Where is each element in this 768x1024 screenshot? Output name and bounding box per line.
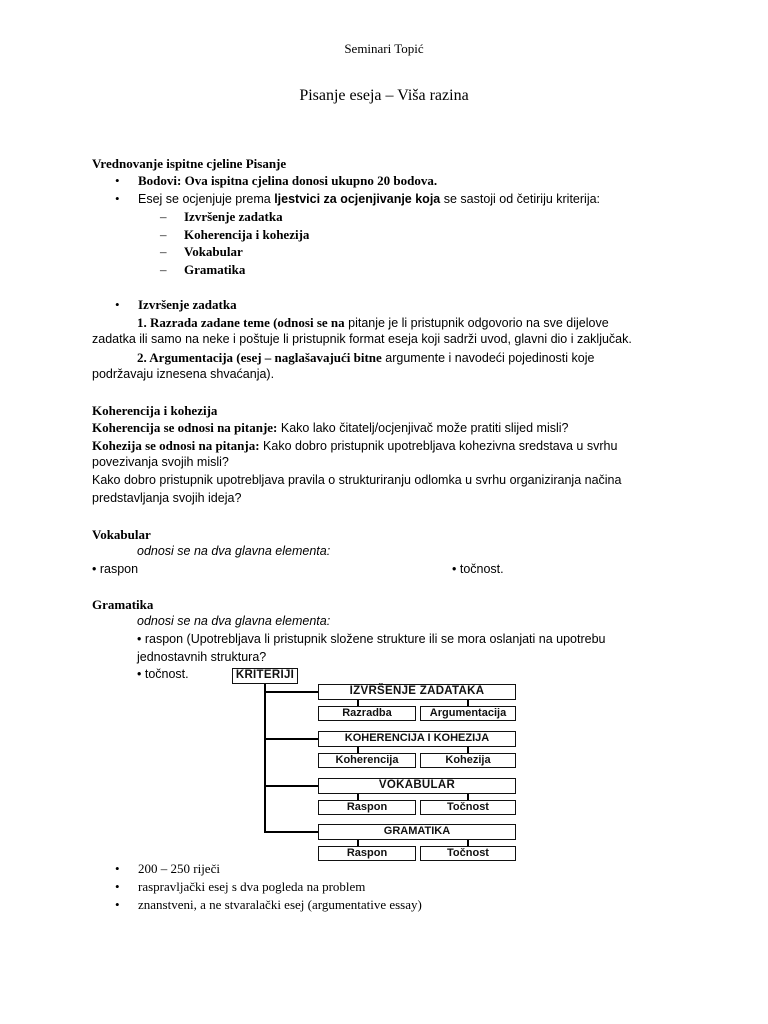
p2-line1 xyxy=(137,349,594,368)
koherencija-bold: Koherencija se odnosi na pitanje: xyxy=(92,420,278,435)
diagram-branch xyxy=(264,738,318,740)
diagram-child-box: Kohezija xyxy=(420,753,516,768)
section3-line3: Kako dobro pristupnik upotrebljava pravila o strukturiranju odlomka u svrhu organiziranja načina xyxy=(92,473,622,487)
bodovi-text: Bodovi: Ova ispitna cjelina donosi ukupno 20 bodova. xyxy=(138,173,438,188)
p2-rest: argumente i navodeći pojedinosti koje xyxy=(381,351,595,365)
p1-rest: pitanje je li pristupnik odgovorio na sve dijelove xyxy=(344,316,609,330)
bullet-mark: • xyxy=(115,861,120,876)
koherencija-rest: Kako lako čitatelj/ocjenjivač može pratiti slijed misli? xyxy=(277,421,569,435)
bullet-mark: • xyxy=(115,297,120,312)
p2-line2: podržavaju iznesena shvaćanja). xyxy=(92,367,275,381)
kohezija-line2: povezivanja svojih misli? xyxy=(92,455,229,469)
criteria-item: Gramatika xyxy=(184,262,246,277)
diagram-branch xyxy=(264,831,318,833)
diagram-group-box: GRAMATIKA xyxy=(318,824,516,840)
final-bullet-item: 200 – 250 riječi xyxy=(138,861,220,876)
page-title: Pisanje eseja – Viša razina xyxy=(299,87,469,104)
dash-mark: – xyxy=(160,209,167,224)
esej-line xyxy=(138,190,600,209)
kohezija-bold: Kohezija se odnosi na pitanja: xyxy=(92,438,260,453)
diagram-group-box: VOKABULAR xyxy=(318,778,516,794)
section4-italic: odnosi se na dva glavna elementa: xyxy=(137,544,331,558)
diagram-child-box: Raspon xyxy=(318,846,416,861)
final-bullet-item: znanstveni, a ne stvaralački esej (argumentative essay) xyxy=(138,897,422,912)
diagram-child-box: Razradba xyxy=(318,706,416,721)
p1-line2: zadatka ili samo na neke i poštuje li pristupnik format eseja koji sadrži uvod, glavni dio i zaključak. xyxy=(92,332,632,346)
section4-heading: Vokabular xyxy=(92,527,151,542)
vokabular-raspon: • raspon xyxy=(92,562,139,576)
diagram-child-box: Točnost xyxy=(420,800,516,815)
gramatika-raspon-line2: jednostavnih struktura? xyxy=(137,650,267,664)
section3-heading: Koherencija i kohezija xyxy=(92,403,218,418)
section1-heading: Vrednovanje ispitne cjeline Pisanje xyxy=(92,156,287,171)
diagram-root-box: KRITERIJI xyxy=(232,668,298,684)
bullet-mark: • xyxy=(115,173,120,188)
p1-line1 xyxy=(137,314,609,333)
kohezija-rest: Kako dobro pristupnik upotrebljava kohezivna sredstava u svrhu xyxy=(259,439,618,453)
diagram-trunk xyxy=(264,683,266,831)
criteria-item: Koherencija i kohezija xyxy=(184,227,310,242)
diagram-child-box: Koherencija xyxy=(318,753,416,768)
diagram-child-box: Točnost xyxy=(420,846,516,861)
page-header: Seminari Topić xyxy=(344,41,424,56)
p2-bold: 2. Argumentacija (esej – naglašavajući bitne xyxy=(137,350,382,365)
gramatika-tocnost: • točnost. xyxy=(137,667,189,681)
section2-heading: Izvršenje zadatka xyxy=(138,297,237,312)
criteria-item: Izvršenje zadatka xyxy=(184,209,283,224)
criteria-item: Vokabular xyxy=(184,244,243,259)
vokabular-tocnost: • točnost. xyxy=(452,562,504,576)
section5-italic: odnosi se na dva glavna elementa: xyxy=(137,614,331,628)
diagram-child-box: Argumentacija xyxy=(420,706,516,721)
dash-mark: – xyxy=(160,262,167,277)
dash-mark: – xyxy=(160,244,167,259)
dash-mark: – xyxy=(160,227,167,242)
bullet-mark: • xyxy=(115,897,120,912)
bullet-mark: • xyxy=(115,191,120,206)
esej-bold: ljestvici za ocjenjivanje koja xyxy=(274,192,441,206)
final-bullet-item: raspravljački esej s dva pogleda na problem xyxy=(138,879,366,894)
diagram-child-box: Raspon xyxy=(318,800,416,815)
diagram-branch xyxy=(264,691,318,693)
koherencija-line xyxy=(92,419,568,438)
p1-bold: 1. Razrada zadane teme (odnosi se na xyxy=(137,315,345,330)
esej-post: se sastoji od četiriju kriterija: xyxy=(440,192,601,206)
section5-heading: Gramatika xyxy=(92,597,154,612)
diagram-group-box: KOHERENCIJA I KOHEZIJA xyxy=(318,731,516,747)
gramatika-raspon-line1: • raspon (Upotrebljava li pristupnik složene strukture ili se mora oslanjati na upotrebu xyxy=(137,632,606,646)
esej-pre: Esej se ocjenjuje prema xyxy=(138,192,275,206)
bullet-mark: • xyxy=(115,879,120,894)
diagram-group-box: IZVRŠENJE ZADATAKA xyxy=(318,684,516,700)
section3-line4: predstavljanja svojih ideja? xyxy=(92,491,242,505)
diagram-branch xyxy=(264,785,318,787)
kohezija-line xyxy=(92,437,617,456)
